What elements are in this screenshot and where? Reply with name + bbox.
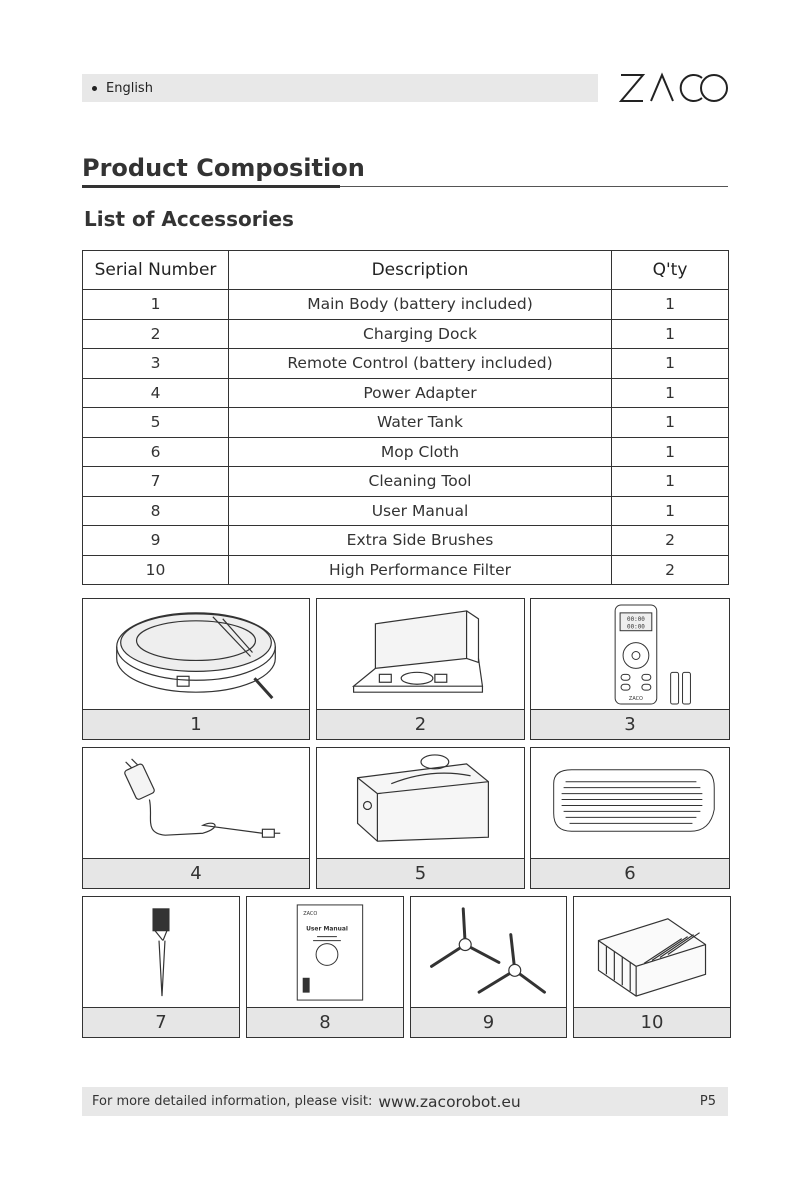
serial-cell: 2 (83, 319, 229, 349)
water-tank-icon (317, 748, 524, 859)
user-manual-icon (247, 897, 403, 1008)
table-header-row (83, 251, 729, 290)
image-caption: 4 (83, 858, 309, 888)
page-title: Product Composition (82, 154, 365, 182)
footer-bar (82, 1087, 728, 1116)
charging-dock-icon (317, 599, 524, 710)
title-underline (82, 185, 340, 188)
image-card (316, 598, 525, 740)
serial-cell: 7 (83, 467, 229, 497)
image-card (316, 747, 525, 889)
serial-cell: 1 (83, 290, 229, 320)
qty-cell: 1 (612, 349, 729, 379)
description-cell: Charging Dock (229, 319, 612, 349)
side-brushes-icon (411, 897, 566, 1008)
remote-control-icon (531, 599, 729, 710)
remote-display-bottom: 00:00 (627, 623, 645, 631)
power-adapter-icon (83, 748, 309, 859)
section-subtitle: List of Accessories (84, 207, 294, 231)
qty-cell: 1 (612, 290, 729, 320)
serial-cell: 8 (83, 496, 229, 526)
remote-brand-label: ZACO (628, 696, 643, 703)
image-caption: 1 (83, 709, 309, 739)
qty-cell: 1 (612, 319, 729, 349)
cleaning-tool-icon (83, 897, 239, 1008)
image-caption: 7 (83, 1007, 239, 1037)
language-label: English (106, 80, 153, 96)
table-row (83, 526, 729, 556)
serial-cell: 9 (83, 526, 229, 556)
column-header-qty: Q'ty (612, 251, 729, 290)
image-card (410, 896, 567, 1038)
language-bar (82, 74, 598, 102)
qty-cell: 1 (612, 496, 729, 526)
description-cell: Mop Cloth (229, 437, 612, 467)
footer-text: For more detailed information, please visit: (92, 1094, 373, 1109)
image-caption: 6 (531, 858, 729, 888)
image-caption: 5 (317, 858, 524, 888)
image-card (82, 747, 310, 889)
description-cell: User Manual (229, 496, 612, 526)
filter-icon (574, 897, 730, 1008)
image-card (246, 896, 404, 1038)
image-card (82, 896, 240, 1038)
qty-cell: 1 (612, 467, 729, 497)
image-card (530, 747, 730, 889)
description-cell: Main Body (battery included) (229, 290, 612, 320)
image-caption: 9 (411, 1007, 566, 1037)
image-caption: 3 (531, 709, 729, 739)
table-row (83, 408, 729, 438)
qty-cell: 2 (612, 555, 729, 585)
table-row (83, 555, 729, 585)
column-header-serial: Serial Number (83, 251, 229, 290)
remote-display-top: 00:00 (627, 615, 645, 623)
image-card (530, 598, 730, 740)
page-number: P5 (699, 1094, 716, 1109)
image-card (573, 896, 731, 1038)
image-caption: 10 (574, 1007, 730, 1037)
table-row (83, 378, 729, 408)
table-row (83, 437, 729, 467)
mop-cloth-icon (531, 748, 729, 859)
qty-cell: 1 (612, 437, 729, 467)
accessories-table (82, 250, 729, 585)
serial-cell: 3 (83, 349, 229, 379)
qty-cell: 2 (612, 526, 729, 556)
image-caption: 2 (317, 709, 524, 739)
qty-cell: 1 (612, 408, 729, 438)
brand-logo (618, 70, 730, 106)
description-cell: Extra Side Brushes (229, 526, 612, 556)
column-header-description: Description (229, 251, 612, 290)
table-row (83, 290, 729, 320)
serial-cell: 5 (83, 408, 229, 438)
manual-title: User Manual (306, 925, 348, 933)
table-row (83, 349, 729, 379)
description-cell: Remote Control (battery included) (229, 349, 612, 379)
serial-cell: 10 (83, 555, 229, 585)
description-cell: Power Adapter (229, 378, 612, 408)
serial-cell: 4 (83, 378, 229, 408)
description-cell: Cleaning Tool (229, 467, 612, 497)
description-cell: Water Tank (229, 408, 612, 438)
table-row (83, 467, 729, 497)
image-card (82, 598, 310, 740)
qty-cell: 1 (612, 378, 729, 408)
table-row (83, 496, 729, 526)
table-row (83, 319, 729, 349)
serial-cell: 6 (83, 437, 229, 467)
manual-brand: ZACO (303, 910, 318, 917)
bullet-icon (92, 86, 97, 91)
robot-vacuum-icon (83, 599, 309, 710)
image-caption: 8 (247, 1007, 403, 1037)
footer-url[interactable]: www.zacorobot.eu (378, 1092, 521, 1111)
description-cell: High Performance Filter (229, 555, 612, 585)
